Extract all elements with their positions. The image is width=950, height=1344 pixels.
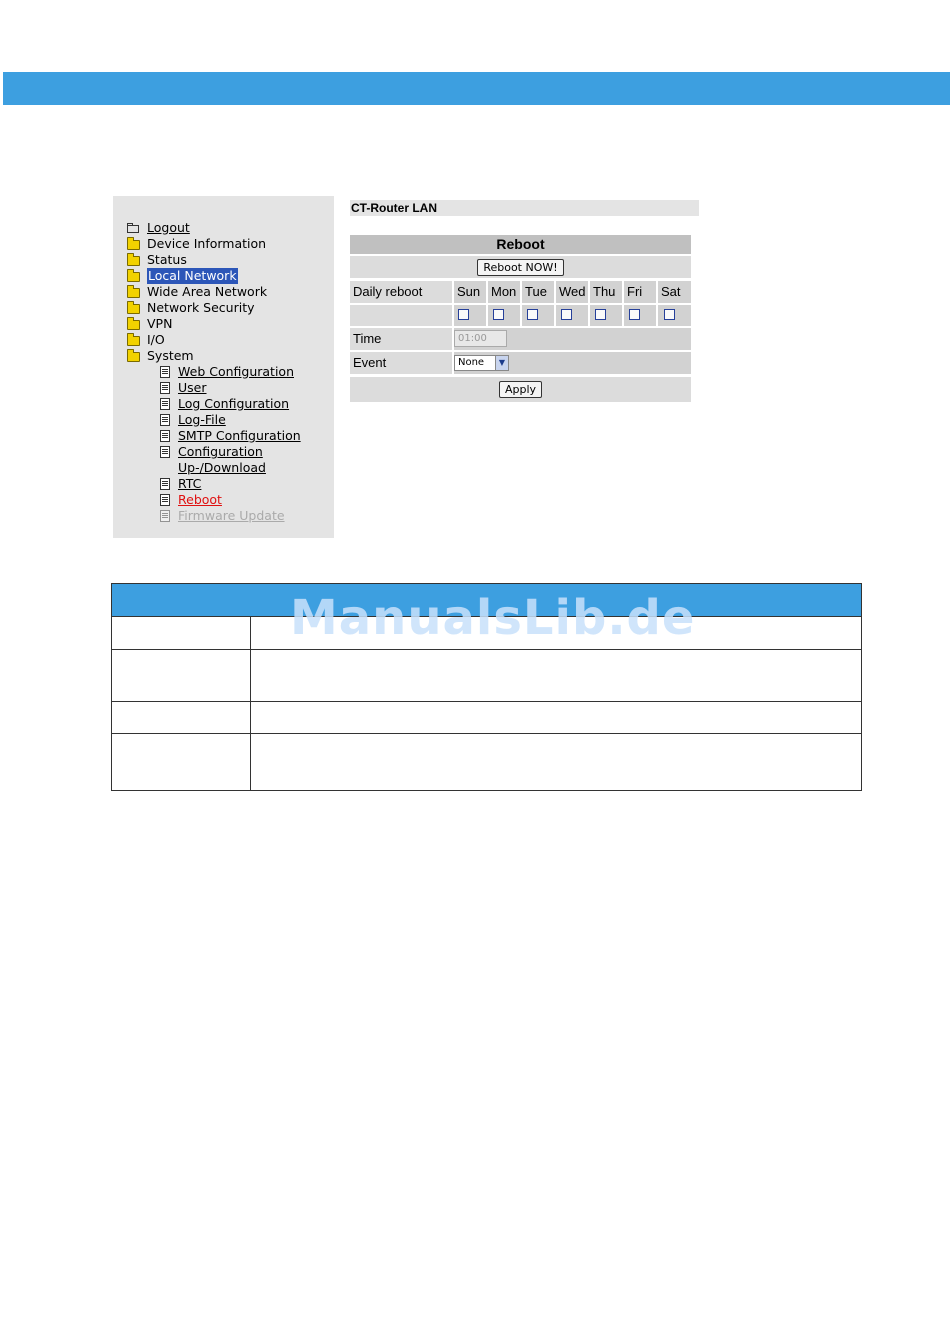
table-row bbox=[112, 702, 861, 734]
sidebar-item-configuration-updownload-line2[interactable] bbox=[178, 460, 301, 476]
sidebar-item-web-configuration[interactable] bbox=[160, 364, 301, 380]
sidebar-item-io[interactable] bbox=[127, 332, 301, 348]
sidebar-item-label[interactable]: RTC bbox=[178, 476, 202, 491]
sidebar-item-reboot[interactable] bbox=[160, 492, 301, 508]
time-label: Time bbox=[350, 328, 452, 350]
event-label: Event bbox=[350, 352, 452, 374]
daily-reboot-row bbox=[350, 281, 691, 303]
sidebar-item-logout[interactable] bbox=[127, 220, 301, 236]
day-checkbox-row bbox=[350, 305, 691, 326]
document-icon bbox=[160, 364, 173, 380]
sidebar-item-label[interactable]: SMTP Configuration bbox=[178, 428, 301, 443]
sidebar-item-label[interactable]: Device Information bbox=[147, 236, 267, 251]
apply-row bbox=[350, 377, 691, 402]
folder-icon bbox=[127, 348, 140, 364]
document-icon bbox=[160, 444, 173, 460]
table-row bbox=[112, 650, 861, 702]
breadcrumb: CT-Router LAN bbox=[350, 200, 699, 216]
sidebar-item-label[interactable]: Log-File bbox=[178, 412, 226, 427]
event-select-value: None bbox=[458, 357, 485, 368]
sidebar-item-log-file[interactable] bbox=[160, 412, 301, 428]
logout-icon bbox=[127, 220, 140, 236]
watermark: ManualsLib.de bbox=[290, 590, 696, 646]
daily-reboot-label: Daily reboot bbox=[350, 281, 452, 303]
checkbox-sat[interactable] bbox=[664, 309, 675, 320]
folder-icon bbox=[127, 300, 140, 316]
sidebar-item-device-information[interactable] bbox=[127, 236, 301, 252]
header-bar bbox=[3, 72, 950, 105]
time-input[interactable]: 01:00 bbox=[454, 330, 507, 347]
sidebar-item-label[interactable]: Wide Area Network bbox=[147, 284, 268, 299]
document-icon bbox=[160, 428, 173, 444]
event-row bbox=[350, 352, 691, 374]
document-icon bbox=[160, 492, 173, 508]
sidebar-item-system[interactable] bbox=[127, 348, 301, 364]
sidebar-item-label[interactable]: User bbox=[178, 380, 207, 395]
checkbox-tue[interactable] bbox=[527, 309, 538, 320]
sidebar-item-wide-area-network[interactable] bbox=[127, 284, 301, 300]
sidebar-item-label[interactable]: Firmware Update bbox=[178, 508, 285, 523]
day-label-tue: Tue bbox=[522, 281, 554, 303]
sidebar-item-label[interactable]: Web Configuration bbox=[178, 364, 294, 379]
sidebar-item-label[interactable]: Log Configuration bbox=[178, 396, 290, 411]
sidebar-item-label[interactable]: Up-/Download bbox=[178, 460, 266, 475]
sidebar-item-label[interactable]: I/O bbox=[147, 332, 165, 347]
sidebar-item-status[interactable] bbox=[127, 252, 301, 268]
folder-icon bbox=[127, 316, 140, 332]
sidebar-item-label[interactable]: System bbox=[147, 348, 194, 363]
sidebar-item-log-configuration[interactable] bbox=[160, 396, 301, 412]
sidebar-item-label[interactable]: Network Security bbox=[147, 300, 255, 315]
day-label-sun: Sun bbox=[454, 281, 486, 303]
checkbox-fri[interactable] bbox=[629, 309, 640, 320]
checkbox-wed[interactable] bbox=[561, 309, 572, 320]
folder-icon bbox=[127, 284, 140, 300]
day-label-thu: Thu bbox=[590, 281, 622, 303]
time-row bbox=[350, 328, 691, 350]
folder-icon bbox=[127, 236, 140, 252]
section-title: Reboot bbox=[350, 235, 691, 254]
document-icon bbox=[160, 396, 173, 412]
reboot-now-row bbox=[350, 256, 691, 278]
folder-icon bbox=[127, 252, 140, 268]
document-icon bbox=[160, 476, 173, 492]
document-icon bbox=[160, 508, 173, 524]
sidebar-item-rtc[interactable] bbox=[160, 476, 301, 492]
folder-icon bbox=[127, 268, 140, 284]
apply-button[interactable]: Apply bbox=[499, 381, 542, 398]
sidebar-item-configuration-updownload[interactable] bbox=[160, 444, 301, 460]
day-label-mon: Mon bbox=[488, 281, 520, 303]
day-label-wed: Wed bbox=[556, 281, 588, 303]
sidebar-item-network-security[interactable] bbox=[127, 300, 301, 316]
sidebar-item-label[interactable]: Status bbox=[147, 252, 187, 267]
sidebar-item-label[interactable]: Configuration bbox=[178, 444, 263, 459]
checkbox-thu[interactable] bbox=[595, 309, 606, 320]
document-icon bbox=[160, 412, 173, 428]
reboot-now-button[interactable]: Reboot NOW! bbox=[477, 259, 563, 276]
sidebar-nav bbox=[113, 196, 334, 538]
event-select[interactable] bbox=[454, 355, 509, 371]
sidebar-item-smtp-configuration[interactable] bbox=[160, 428, 301, 444]
sidebar-item-label[interactable]: Logout bbox=[147, 220, 190, 235]
document-icon bbox=[160, 380, 173, 396]
chevron-down-icon[interactable]: ▼ bbox=[495, 356, 508, 370]
sidebar-item-local-network[interactable] bbox=[127, 268, 301, 284]
folder-icon bbox=[127, 332, 140, 348]
table-row bbox=[112, 734, 861, 790]
day-label-fri: Fri bbox=[624, 281, 656, 303]
sidebar-item-firmware-update[interactable] bbox=[160, 508, 301, 524]
sidebar-item-user[interactable] bbox=[160, 380, 301, 396]
sidebar-item-label[interactable]: Local Network bbox=[148, 268, 237, 283]
checkbox-sun[interactable] bbox=[458, 309, 469, 320]
checkbox-mon[interactable] bbox=[493, 309, 504, 320]
sidebar-item-vpn[interactable] bbox=[127, 316, 301, 332]
day-label-sat: Sat bbox=[658, 281, 691, 303]
sidebar-item-label[interactable]: Reboot bbox=[178, 492, 222, 507]
sidebar-item-label[interactable]: VPN bbox=[147, 316, 173, 331]
